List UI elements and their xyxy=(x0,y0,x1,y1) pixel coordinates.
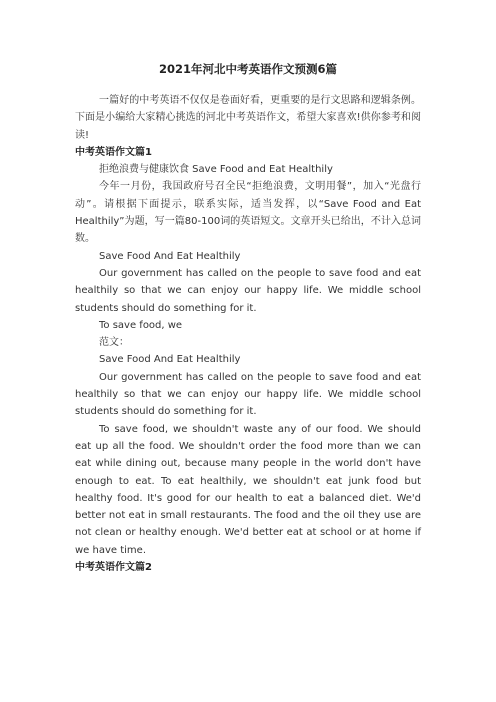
document-title: 2021年河北中考英语作文预测6篇 xyxy=(158,62,337,76)
sample-title: Save Food And Eat Healthily xyxy=(99,354,241,366)
essay-prompt: 今年一月份，我国政府号召全民“拒绝浪费，文明用餐”，加入“光盘行动”。请根据下面提示，联系实际，适当发挥，以“Save Food and Eat Healthily”为题，写一篇80-100词的英语短文。文章开头已给出，不计入总词数。 xyxy=(75,181,421,245)
sample-paragraph-2: To save food, we shouldn't waste any of our food. We should eat up all the food. We shouldn't order the food more than we can eat while dining out, because many people in the world don't have enough to eat. To eat healthily, we shouldn't eat junk food but healthy food. It's good for our health to eat a balanced diet. We'd better not eat in small restaurants. The food and the oil they use are not clean or healthy enough. We'd better eat at school or at home if we have time. xyxy=(75,423,421,556)
essay-topic: 拒绝浪费与健康饮食 Save Food and Eat Healthily xyxy=(99,164,333,176)
essay-starter: To save food, we xyxy=(99,319,183,331)
intro-paragraph: 一篇好的中考英语不仅仅是卷面好看，更重要的是行文思路和逻辑条例。下面是小编给大家精心挑选的河北中考英语作文，希望大家喜欢!供你参考和阅读! xyxy=(75,95,421,141)
sample-paragraph-1: Our government has called on the people to save food and eat healthily so that we can enjoy our happy life. We middle school students should do something for it. xyxy=(75,371,421,418)
essay-title: Save Food And Eat Healthily xyxy=(99,250,241,262)
essay-opening: Our government has called on the people to save food and eat healthily so that we can enjoy our happy life. We middle school students should do something for it. xyxy=(75,267,421,314)
sample-label: 范文： xyxy=(99,337,129,349)
document-page xyxy=(75,60,421,576)
section-heading-2: 中考英语作文篇2 xyxy=(75,562,152,574)
section-heading-1: 中考英语作文篇1 xyxy=(75,146,152,158)
